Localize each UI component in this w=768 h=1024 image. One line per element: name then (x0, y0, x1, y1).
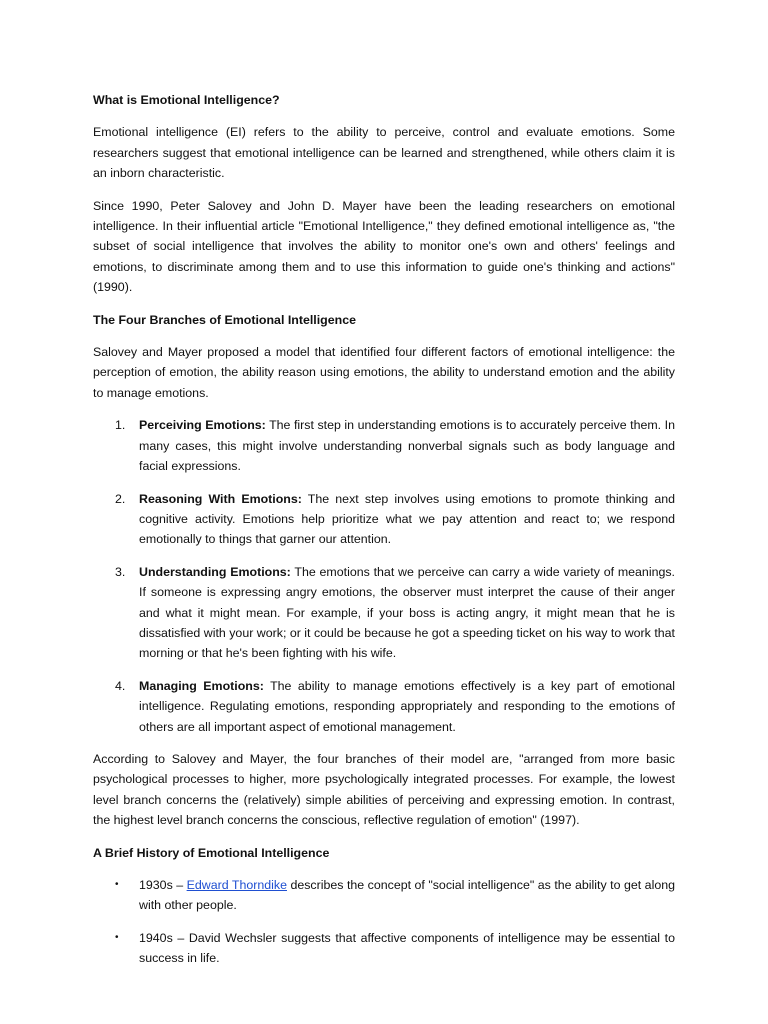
list-item (93, 489, 675, 550)
branch-description: The ability to manage emotions effectively is a key part of emotional intelligence. Regulating emotions, responding appropriately and responding to the emotions of others are all important aspect of emotional management. (139, 678, 675, 734)
branch-description: The emotions that we perceive can carry a wide variety of meanings. If someone is expressing angry emotions, the observer must interpret the cause of their anger and what it might mean. For example, if your boss is acting angry, it might mean that he is dissatisfied with your work; or it could be because he got a speeding ticket on his way to work that morning or that he's been fighting with his wife. (139, 564, 675, 661)
list-number: 2. (115, 491, 126, 506)
branch-term: Perceiving Emotions: (139, 418, 266, 433)
document-page (93, 90, 675, 981)
model-paragraph: Salovey and Mayer proposed a model that identified four different factors of emotional intelligence: the perception of emotion, the ability reason using emotions, the ability to understand emotion and the ability to manage emotions. (93, 345, 675, 400)
branch-term: Managing Emotions: (139, 678, 264, 693)
list-item (93, 676, 675, 737)
list-item (93, 415, 675, 476)
list-item (93, 562, 675, 664)
history-prefix: 1930s – (139, 878, 187, 892)
list-number: 4. (115, 678, 126, 693)
history-text: 1940s – David Wechsler suggests that affective components of intelligence may be essential to success in life. (139, 930, 675, 966)
list-number: 1. (115, 418, 126, 433)
section-heading-history: A Brief History of Emotional Intelligence (93, 845, 330, 860)
history-text: describes the concept of "social intelligence" as the ability to get along with other people. (139, 878, 675, 913)
section-heading-four-branches: The Four Branches of Emotional Intelligence (93, 312, 356, 327)
list-item (93, 928, 675, 969)
branch-term: Understanding Emotions: (139, 564, 291, 579)
bullet-icon: • (115, 879, 119, 890)
branch-description: The next step involves using emotions to promote thinking and cognitive activity. Emotions help prioritize what we pay attention and react to; we respond emotionally to things that garner our attention. (139, 491, 675, 547)
quote-paragraph: According to Salovey and Mayer, the four branches of their model are, "arranged from more basic psychological processes to higher, more psychologically integrated processes. For example, the lowest level branch concerns the (relatively) simple abilities of perceiving and expressing emotion. In contrast, the highest level branch concerns the conscious, reflective regulation of emotion" (1997). (93, 751, 675, 828)
bullet-icon: • (115, 931, 119, 943)
history-paragraph: Since 1990, Peter Salovey and John D. Mayer have been the leading researchers on emotional intelligence. In their influential article "Emotional Intelligence," they defined emotional intelligence as, "the subset of social intelligence that involves the ability to monitor one's own and others' feelings and emotions, to discriminate among them and to use this information to guide one's thinking and actions" (1990). (93, 198, 675, 295)
list-item (93, 875, 675, 916)
branches-list (93, 415, 675, 737)
branch-term: Reasoning With Emotions: (139, 491, 302, 506)
history-list (93, 875, 675, 969)
page-title: What is Emotional Intelligence? (93, 93, 280, 107)
list-number: 3. (115, 564, 126, 579)
edward-thorndike-link[interactable]: Edward Thorndike (186, 878, 287, 892)
branch-description: The first step in understanding emotions is to accurately perceive them. In many cases, this might involve understanding nonverbal signals such as body language and facial expressions. (139, 418, 675, 474)
intro-paragraph: Emotional intelligence (EI) refers to the ability to perceive, control and evaluate emotions. Some researchers suggest that emotional intelligence can be learned and strengthened, while others claim it is an inborn characteristic. (93, 125, 675, 181)
